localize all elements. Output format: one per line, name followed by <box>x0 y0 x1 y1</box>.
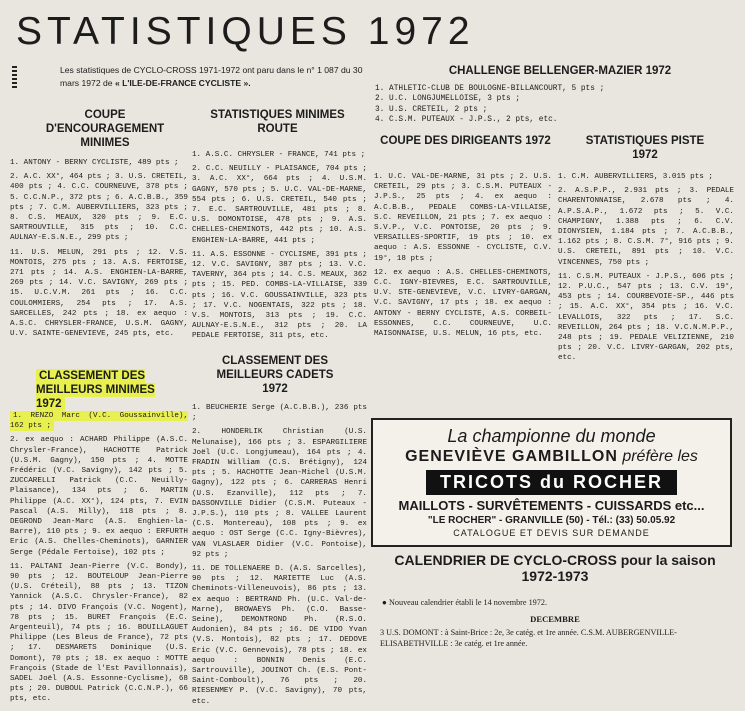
calendar-entry: 3 U.S. DOMONT : à Saint-Brice : 2e, 3e catég. et 1re année. C.S.M. AUBERGENVILLE-ELISABETHVILLE : 3e catég. et 1re année. <box>380 628 677 648</box>
minimes-heading-text: CLASSEMENT DES MEILLEURS MINIMES 1972 <box>36 370 155 410</box>
challenge-item: 1. ATHLETIC-CLUB DE BOULOGNE-BILLANCOURT, 5 pts ; <box>375 85 605 93</box>
challenge-item: 3. U.S. CRETEIL, 2 pts ; <box>375 105 488 114</box>
ad-tagline: La championne du monde <box>447 426 656 446</box>
piste-text <box>558 172 734 368</box>
cadets-p3: 11. DE TOLLENAERE D. (A.S. Sarcelles), 90 pts ; 12. MARIETTE Luc (A.S. Cheminots-Villeneuvois), 86 pts ; 13. ex aequo : BERTRAND Ph. (U.C. Val-de-Marne), BROWAEYS Ph. (C.O. Basse-Seine), DEMONTROND Ph. (R.S.O. Audonien), 84 pts ; 16. DE VIDO Yvan (V.S. Montois), 82 pts ; 17. DEDOVE Eric (V.C. Gennevois), 78 pts ; 18. ex aequo : BONNIN Denis (E.C. Sartrouville), JOUINOT Ch. (E.S. Pont-Saint-Comboult), 76 pts ; 20. RIESENMEY P. (V.C. Savigny), 70 pts, etc. <box>192 565 367 706</box>
route-heading: STATISTIQUES MINIMES ROUTE <box>210 109 345 135</box>
ad-products: MAILLOTS - SURVÊTEMENTS - CUISSARDS etc... <box>398 498 705 513</box>
ad-champion-name: GENEVIÈVE GAMBILLON <box>405 448 618 465</box>
piste-heading: STATISTIQUES PISTE 1972 <box>585 135 705 161</box>
intro-journal: « L'ILE-DE-FRANCE CYCLISTE ». <box>114 78 251 88</box>
encouragement-heading: COUPE D'ENCOURAGEMENT MINIMES <box>45 109 165 149</box>
ad-prefers: préfère les <box>622 448 698 465</box>
encouragement-p3: 11. U.S. MELUN, 291 pts ; 12. V.S. MONTOIS, 275 pts ; 13. A.S. FERTOISE, 271 pts ; 14. A.S. ENGHIEN-LA-BARRE, 269 pts ; 14. V.C. SAVIGNY, 269 pts ; 15. U.C.V.M. 261 pts ; 16. C.C. COULOMMIERS, 254 pts ; 17. A.S. SARCELLES, 242 pts ; 18. ex aequo : A.S.C. CHRYSLER-FRANCE, U.S.M. GAGNY, U.V. SAINTE-GENEVIEVE, 245 pts, etc. <box>10 248 188 339</box>
ad-address: "LE ROCHER" - GRANVILLE (50) - Tél.: (33) 50.05.92 <box>427 515 676 526</box>
calendar-month: DECEMBRE <box>530 614 580 624</box>
minimes-p1: 2. ex aequo : ACHARD Philippe (A.S.C. Chrysler-France), HACHOTTE Patrick (U.S.M. Gagny), 150 pts ; 4. MOTTE Frédéric (V.C. Savigny), 142 pts ; 5. ZUCCARELLI Patrick (C.C. Neuilly-Plaisance), 134 pts ; 6. MARTIN Philippe (A.C. XX°), 124 pts, 7. EVIN Pascal (A.S. Milly), 118 pts ; 8. DEGROND Jean-Marc (A.S. Enghien-la-Barre), 110 pts ; 9. ex aequo : ERFURTH Eric (A.S. Chelles-Cheminots), GARNIER Serge (Pédale Fertoise), 102 pts ; <box>10 436 188 557</box>
route-p1: 1. A.S.C. CHRYSLER - FRANCE, 741 pts ; <box>192 151 366 159</box>
ad-brand: TRICOTS du ROCHER <box>426 470 677 495</box>
dirigeants-text <box>374 172 552 343</box>
encouragement-text <box>10 158 188 343</box>
calendar-title: CALENDRIER DE CYCLO-CROSS pour la saison 1972-1973 <box>394 552 716 584</box>
page-title: STATISTIQUES 1972 <box>16 10 475 53</box>
encouragement-p2: 2. A.C. XX°, 464 pts ; 3. U.S. CRETEIL, 400 pts ; 4. C.C. COURNEUVE, 378 pts ; 5. C.C.N.P., 372 pts ; 6. A.C.B.B., 359 pts ; 7. C.M. AUBERVILLIERS, 323 pts ; 8. C.S. MEAUX, 320 pts ; 9. E.C. SARTROUVILLE, 315 pts ; 10. C.C. AULNAY-E.S.N.E., 299 pts ; <box>10 173 188 243</box>
minimes-first: 1. RENZO Marc (V.C. Goussainville), 162 pts ; <box>10 412 188 431</box>
challenge-item: 2. U.C. LONGJUMELLOISE, 3 pts ; <box>375 95 521 104</box>
advertisement-box <box>371 418 732 547</box>
piste-p3: 11. C.S.M. PUTEAUX - J.P.S., 606 pts ; 12. P.U.C., 547 pts ; 13. C.V. 19°, 453 pts ; 14. COURBEVOIE-SP., 446 pts ; 15. A.C. XX°, 354 pts ; 16. V.C. LEVALLOIS, 322 pts ; 17. S.C. REVEILLON, 264 pts ; 18. V.C.N.M.P.P., 248 pts ; 19. PEDALE VELIZIENNE, 210 pts ; 20. V.C. LIVRY-GARGAN, 202 pts, etc. <box>558 272 734 363</box>
intro-text: Les statistiques de CYCLO-CROSS 1971-1972 ont paru dans le n° 1 087 du 30 mars 1972 de <box>60 65 363 88</box>
route-p2: 2. C.C. NEUILLY - PLAISANCE, 704 pts ; 3. A.C. XX°, 664 pts ; 4. U.S.M. GAGNY, 570 pts ; 5. U.C. VAL-DE-MARNE, 554 pts ; 6. U.S. CRETEIL, 540 pts ; 7. E.C. SARTROUVILLE, 481 pts ; 8. U.S. DOMONTOISE, 478 pts ; 9. A.S. CHELLES-CHEMINOTS, 442 pts ; 10. A.S. ENGHIEN-LA-BARRE, 441 pts ; <box>192 165 367 245</box>
piste-p1: 1. C.M. AUBERVILLIERS, 3.015 pts ; <box>558 173 713 181</box>
encouragement-p1: 1. ANTONY - BERNY CYCLISTE, 489 pts ; <box>10 159 179 167</box>
minimes-text <box>10 411 188 709</box>
cadets-p2: 2. HONDERLIK Christian (U.S. Melunaise), 166 pts ; 3. ESPARGILIERE Joël (U.C. Longjumeau), 164 pts ; 4. FRADIN William (C.S. Brétigny), 124 pts ; 5. HACHOTTE Jean-Michel (U.S.M. Gagny), 122 pts ; 6. CARRERAS Henri (U.S. Ezanville), 112 pts ; 7. DASSONVILLE Didier (C.S.M. Puteaux - J.P.S.), 110 pts ; 8. VALLEE Laurent (C.S. Montereau), 108 pts ; 9. ex aequo : OST Serge (C.C. Igny-Bièvres), VAN VLASLAER Didier (V.C. Pontoise), 92 pts ; <box>192 428 367 559</box>
ad-catalogue: CATALOGUE ET DEVIS SUR DEMANDE <box>453 528 650 538</box>
cadets-heading: CLASSEMENT DES MEILLEURS CADETS 1972 <box>216 355 334 395</box>
route-p3: 11. A.S. ESSONNE - CYCLISME, 391 pts ; 12. V.C. SAVIGNY, 387 pts ; 13. V.C. TAVERNY, 364 pts ; 14. C.S. MEAUX, 362 pts ; 15. PED. COMBS-LA-VILLAISE, 339 pts ; 16. V.C. GOUSSAINVILLE, 323 pts ; 17. V.C. NOGENTAIS, 322 pts ; 18. V.S. MONTOIS, 313 pts ; 19. C.C. AULNAY-E.S.N.E., 312 pts ; 20. LA PEDALE FERTOISE, 311 pts, etc. <box>192 250 367 341</box>
decorative-bars <box>12 66 17 88</box>
ad-name-line <box>373 448 730 466</box>
dirigeants-p1: 1. U.C. VAL-DE-MARNE, 31 pts ; 2. U.S. CRETEIL, 29 pts ; 3. C.S.M. PUTEAUX - J.P.S., 25 pts ; 4. ex aequo : A.C.B.B., PEDALE COMBS-LA-VILLAISE, S.C. REVEILLON, 21 pts ; 7. ex aequo : S.V.P., V.C. PONTOISE, 20 pts ; 9. VERSAILLES-SPORTIF, 19 pts ; 10. ex aequo : A.S. ESSONNE - CYCLISTE, C.V. 19°, 18 pts ; <box>374 173 552 263</box>
cadets-p1: 1. BEUCHERIE Serge (A.C.B.B.), 236 pts ; <box>192 404 367 423</box>
route-text <box>192 150 367 346</box>
intro-paragraph <box>60 64 365 90</box>
challenge-list <box>375 84 735 126</box>
piste-p2: 2. A.S.P.P., 2.931 pts ; 3. PEDALE CHARENTONNAISE, 2.678 pts ; 4. A.P.S.A.P., 1.672 pts ; 5. V.C. CHAMPIGNY, 1.388 pts ; 6. C.V. DIONYSIEN, 1.184 pts ; 7. A.C.B.B., 1.162 pts ; 8. C.S.M. 7°, 916 pts ; 9. U.S. CRETEIL, 891 pts ; 10. V.C. VINCENNES, 750 pts ; <box>558 187 734 267</box>
dirigeants-p2: 12. ex aequo : A.S. CHELLES-CHEMINOTS, C.C. IGNY-BIEVRES, E.C. SARTROUVILLE, U.V. STE-GENEVIEVE, V.C. LIVRY-GARGAN, V.C. SAVIGNY, 17 pts ; 18. ex aequo : ANTONY - BERNY CYCLISTE, A.S. CORBEIL-ESSONNES, C.C. COURNEUVE, U.C. MAISONNAISE, U.S. MELUN, 16 pts, etc. <box>374 268 552 339</box>
cadets-text <box>192 403 367 711</box>
challenge-item: 4. C.S.M. PUTEAUX - J.P.S., 2 pts, etc. <box>375 116 558 125</box>
minimes-p2: 11. PALTANI Jean-Pierre (V.C. Bondy), 90 pts ; 12. BOUTELOUP Jean-Pierre (U.S. Créteil), 88 pts ; 13. TIZON Yannick (A.S.C. Chrysler-France), 82 pts ; 14. DIVO François (V.C. Nogent), 78 pts ; 15. BURET François (E.C. Argenteuil), 74 pts ; 16. BOUILLAGUET Philippe (Les Bleus de France), 72 pts ; 17. DESMARETS Dominique (U.S. Domont), 70 pts ; 18. ex aequo : MOTTE François (Stade de l'Est Pavillonnais), SADEL Joël (A.S. Essonne-Cyclisme), 68 pts ; 20. DUBOUL Patrick (C.C.N.P.), 66 pts, etc. <box>10 562 188 704</box>
calendar-note: ● Nouveau calendrier établi le 14 novembre 1972. <box>382 598 547 607</box>
dirigeants-heading: COUPE DES DIRIGEANTS 1972 <box>380 135 551 147</box>
minimes-heading <box>36 369 156 411</box>
challenge-heading: CHALLENGE BELLENGER-MAZIER 1972 <box>448 65 672 77</box>
